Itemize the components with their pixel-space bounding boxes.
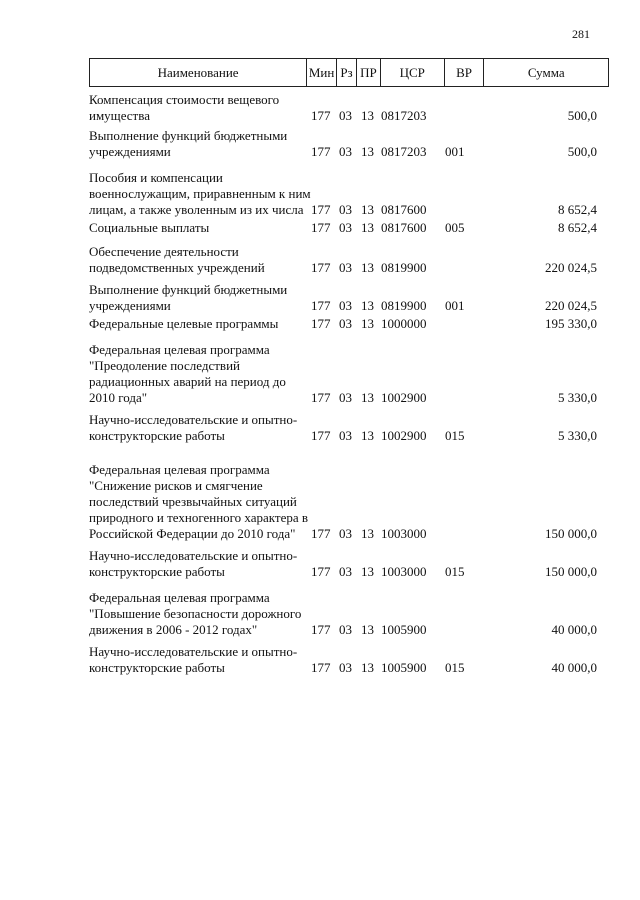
table-row (89, 644, 609, 676)
row-pr: 13 (361, 298, 374, 313)
row-sum: 5 330,0 (558, 390, 597, 405)
row-name: Компенсация стоимости вещевого имущества (89, 92, 280, 123)
row-sum: 8 652,4 (558, 202, 597, 217)
table-row (89, 590, 609, 638)
row-csr: 1003000 (381, 564, 427, 579)
row-name: Научно-исследовательские и опытно-конструкторские работы (89, 644, 298, 675)
row-pr: 13 (361, 526, 374, 541)
row-sum: 150 000,0 (545, 526, 597, 541)
row-min: 177 (311, 144, 331, 159)
row-rz: 03 (339, 220, 352, 235)
row-sum: 500,0 (567, 144, 597, 159)
row-rz: 03 (339, 316, 352, 331)
row-name: Федеральная целевая программа "Снижение рисков и смягчение последствий чрезвычайных ситуаций природного и техногенного характера в Российской Федерации до 2010 года" (89, 462, 309, 541)
row-name: Федеральная целевая программа "Повышение безопасности дорожного движения в 2006 - 2012 годах" (89, 590, 302, 637)
row-vr: 015 (445, 428, 465, 443)
row-pr: 13 (361, 144, 374, 159)
row-sum: 8 652,4 (558, 220, 597, 235)
header-vr: ВР (445, 59, 485, 86)
row-min: 177 (311, 220, 331, 235)
table-row (89, 282, 609, 314)
row-rz: 03 (339, 660, 352, 675)
row-sum: 220 024,5 (545, 298, 597, 313)
row-csr: 1000000 (381, 316, 427, 331)
row-rz: 03 (339, 390, 352, 405)
row-rz: 03 (339, 298, 352, 313)
row-min: 177 (311, 526, 331, 541)
row-pr: 13 (361, 622, 374, 637)
row-sum: 40 000,0 (551, 660, 597, 675)
row-pr: 13 (361, 660, 374, 675)
table-row (89, 244, 609, 276)
row-csr: 0817600 (381, 220, 427, 235)
row-rz: 03 (339, 144, 352, 159)
row-csr: 0817600 (381, 202, 427, 217)
row-csr: 0819900 (381, 298, 427, 313)
row-sum: 5 330,0 (558, 428, 597, 443)
row-vr: 015 (445, 564, 465, 579)
row-sum: 150 000,0 (545, 564, 597, 579)
table-row (89, 170, 609, 218)
row-name: Научно-исследовательские и опытно-конструкторские работы (89, 412, 298, 443)
row-rz: 03 (339, 526, 352, 541)
row-pr: 13 (361, 428, 374, 443)
table-row (89, 548, 609, 580)
row-sum: 500,0 (567, 108, 597, 123)
header-csr: ЦСР (381, 59, 445, 86)
row-rz: 03 (339, 202, 352, 217)
row-min: 177 (311, 622, 331, 637)
table-row (89, 342, 609, 406)
table-row (89, 128, 609, 160)
row-csr: 1002900 (381, 428, 427, 443)
header-pr: ПР (357, 59, 381, 86)
row-csr: 0817203 (381, 108, 427, 123)
row-min: 177 (311, 260, 331, 275)
row-pr: 13 (361, 108, 374, 123)
row-vr: 001 (445, 298, 465, 313)
header-name: Наименование (90, 59, 307, 86)
row-rz: 03 (339, 108, 352, 123)
row-name: Выполнение функций бюджетными учреждениями (89, 282, 288, 313)
table-row (89, 412, 609, 444)
table-header (89, 58, 609, 87)
row-sum: 195 330,0 (545, 316, 597, 331)
header-min: Мин (307, 59, 337, 86)
header-rz: Рз (337, 59, 357, 86)
row-min: 177 (311, 428, 331, 443)
row-pr: 13 (361, 202, 374, 217)
row-name: Научно-исследовательские и опытно-конструкторские работы (89, 548, 298, 579)
row-csr: 1002900 (381, 390, 427, 405)
row-name: Социальные выплаты (89, 220, 210, 235)
row-name: Обеспечение деятельности подведомственных учреждений (89, 244, 265, 275)
row-min: 177 (311, 390, 331, 405)
row-min: 177 (311, 660, 331, 675)
row-name: Пособия и компенсации военнослужащим, приравненным к ним лицам, а также уволенным из их числа (89, 170, 311, 217)
row-csr: 0817203 (381, 144, 427, 159)
row-sum: 40 000,0 (551, 622, 597, 637)
row-pr: 13 (361, 220, 374, 235)
row-rz: 03 (339, 622, 352, 637)
row-csr: 0819900 (381, 260, 427, 275)
table-body (89, 92, 609, 676)
table-row (89, 92, 609, 124)
row-pr: 13 (361, 316, 374, 331)
table-row (89, 220, 609, 236)
row-csr: 1003000 (381, 526, 427, 541)
row-name: Выполнение функций бюджетными учреждениями (89, 128, 288, 159)
row-min: 177 (311, 202, 331, 217)
row-pr: 13 (361, 390, 374, 405)
table-row (89, 316, 609, 332)
row-csr: 1005900 (381, 660, 427, 675)
row-min: 177 (311, 564, 331, 579)
row-rz: 03 (339, 564, 352, 579)
row-name: Федеральная целевая программа "Преодоление последствий радиационных аварий на период до 2010 года" (89, 342, 286, 405)
row-min: 177 (311, 108, 331, 123)
row-vr: 001 (445, 144, 465, 159)
row-pr: 13 (361, 564, 374, 579)
row-sum: 220 024,5 (545, 260, 597, 275)
row-pr: 13 (361, 260, 374, 275)
row-vr: 005 (445, 220, 465, 235)
row-csr: 1005900 (381, 622, 427, 637)
row-name: Федеральные целевые программы (89, 316, 279, 331)
row-rz: 03 (339, 260, 352, 275)
row-min: 177 (311, 298, 331, 313)
row-min: 177 (311, 316, 331, 331)
row-vr: 015 (445, 660, 465, 675)
header-sum: Сумма (527, 64, 565, 80)
table-row (89, 462, 609, 542)
page-number: 281 (572, 27, 590, 41)
row-rz: 03 (339, 428, 352, 443)
